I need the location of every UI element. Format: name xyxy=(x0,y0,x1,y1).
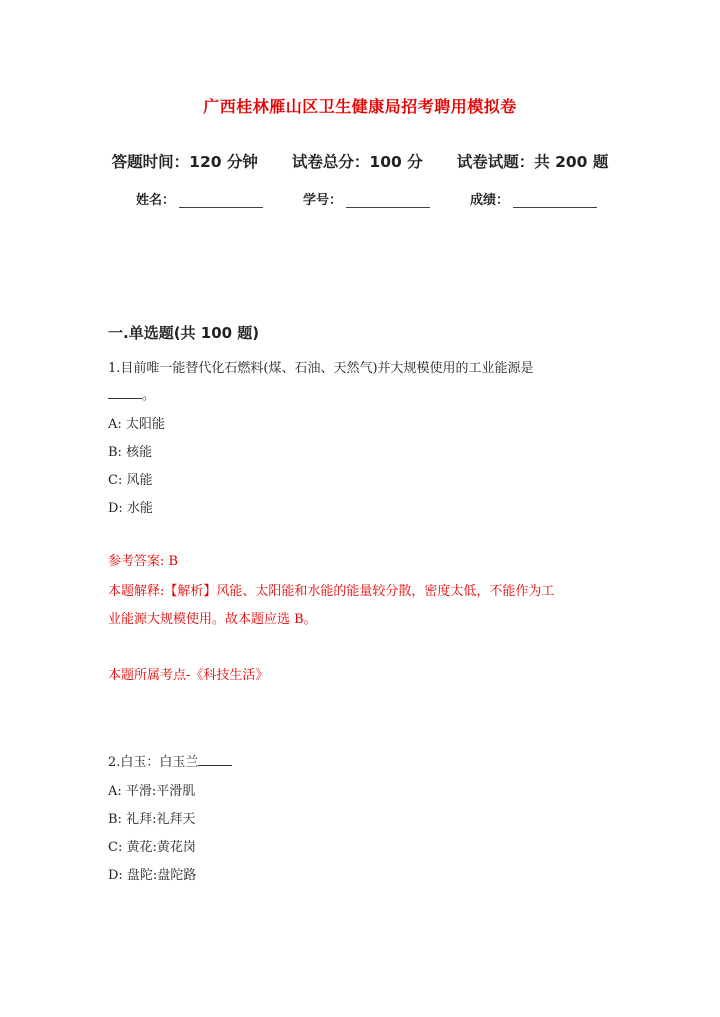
exam-total-score: 试卷总分：100 分 xyxy=(291,153,423,171)
question-1-analysis xyxy=(108,578,628,634)
question-2-stem xyxy=(108,751,232,770)
score-label: 成绩： xyxy=(470,193,510,208)
exam-title: 广西桂林雁山区卫生健康局招考聘用模拟卷 xyxy=(203,97,517,116)
section-title: 一.单选题(共 100 题) xyxy=(108,324,260,342)
exam-time: 答题时间：120 分钟 xyxy=(111,153,258,171)
id-label: 学号： xyxy=(303,193,343,208)
question-1-blank-line xyxy=(108,384,155,403)
question-2-text: 2.白玉：白玉兰 xyxy=(108,755,199,770)
question-2-option-a: A: 平滑:平滑肌 xyxy=(108,784,196,799)
id-blank xyxy=(346,193,430,208)
name-field xyxy=(136,189,263,208)
score-blank xyxy=(513,193,597,208)
question-1-tail: 。 xyxy=(142,388,156,403)
question-2-option-c: C: 黄花:黄花岗 xyxy=(108,840,196,855)
question-1-option-c: C: 风能 xyxy=(108,473,153,488)
exam-meta xyxy=(0,150,720,172)
student-fields xyxy=(136,189,597,208)
name-blank xyxy=(179,193,263,208)
question-2-option-d: D: 盘陀:盘陀路 xyxy=(108,868,197,883)
question-1-stem: 1.目前唯一能替代化石燃料(煤、石油、天然气)并大规模使用的工业能源是 xyxy=(108,361,534,376)
exam-question-count: 试卷试题：共 200 题 xyxy=(456,153,609,171)
score-field xyxy=(470,189,597,208)
question-1-knowledge-point: 本题所属考点-《科技生活》 xyxy=(108,668,269,683)
analysis-line-2: 业能源大规模使用。故本题应选 B。 xyxy=(108,612,317,627)
id-field xyxy=(303,189,430,208)
question-2-blank xyxy=(198,753,232,766)
answer-blank xyxy=(108,386,142,399)
question-2-option-b: B: 礼拜:礼拜天 xyxy=(108,812,196,827)
analysis-line-1: 本题解释:【解析】风能、太阳能和水能的能量较分散，密度太低，不能作为工 xyxy=(108,584,555,599)
name-label: 姓名： xyxy=(136,193,176,208)
question-1-option-b: B: 核能 xyxy=(108,445,153,460)
question-1-option-a: A: 太阳能 xyxy=(108,417,165,432)
question-1-option-d: D: 水能 xyxy=(108,501,153,516)
question-1-answer: 参考答案: B xyxy=(108,554,179,569)
